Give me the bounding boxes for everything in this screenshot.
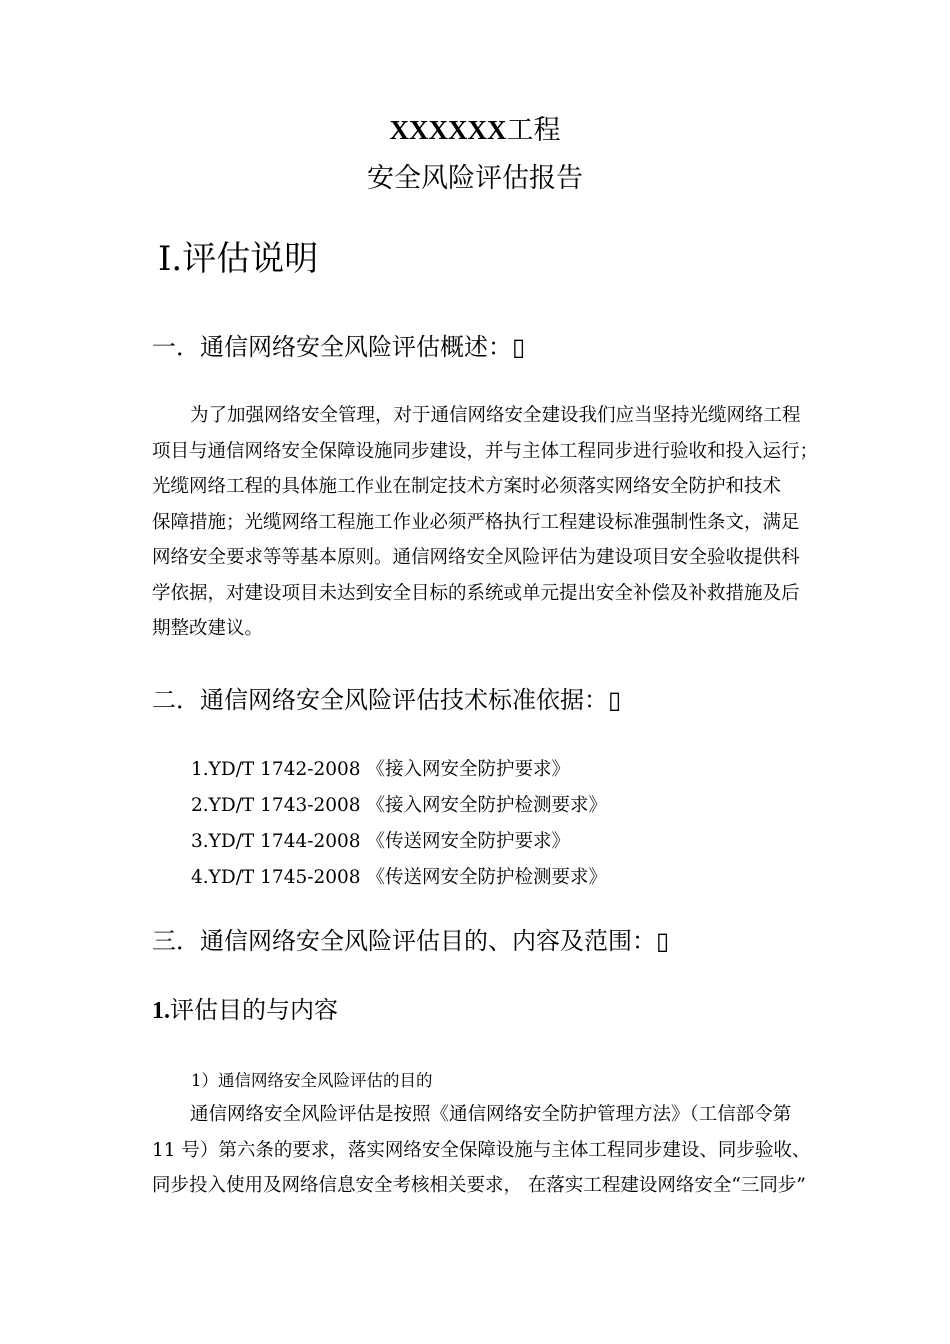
section-heading-1: 一．通信网络安全风险评估概述：▯ — [152, 333, 526, 361]
list-item-heading: 1）通信网络安全风险评估的目的 — [191, 1071, 433, 1090]
paragraph-line: 为了加强网络安全管理，对于通信网络安全建设我们应当坚持光缆网络工程 — [190, 405, 801, 426]
section-heading-2: 二．通信网络安全风险评估技术标准依据：▯ — [152, 686, 622, 714]
list-item: 4.YD/T 1745-2008 《传送网安全防护检测要求》 — [191, 867, 607, 888]
paragraph-line: 通信网络安全风险评估是按照《通信网络安全防护管理方法》（工信部令第 — [190, 1104, 792, 1125]
document-title — [0, 112, 950, 149]
standards-list — [191, 752, 607, 896]
project-name: XXXXXX — [389, 115, 507, 145]
subsection-title: 评估目的与内容 — [170, 996, 338, 1024]
list-item: 2.YD/T 1743-2008 《接入网安全防护检测要求》 — [191, 795, 607, 816]
subsection-heading — [152, 994, 338, 1027]
paragraph-line: 项目与通信网络安全保障设施同步建设，并与主体工程同步进行验收和投入运行； — [152, 440, 819, 462]
paragraph-line: 学依据，对建设项目未达到安全目标的系统或单元提出安全补偿及补救措施及后 — [152, 582, 800, 604]
project-suffix: 工程 — [506, 115, 561, 146]
paragraph-line: 同步投入使用及网络信息安全考核相关要求， 在落实工程建设网络安全“三同步” — [152, 1175, 806, 1196]
section-3-paragraph — [152, 1097, 832, 1204]
list-item: 1.YD/T 1742-2008 《接入网安全防护要求》 — [191, 759, 570, 780]
paragraph-line: 网络安全要求等等基本原则。通信网络安全风险评估为建设项目安全验收提供科 — [152, 547, 800, 568]
list-item: 3.YD/T 1744-2008 《传送网安全防护要求》 — [191, 831, 570, 852]
paragraph-line: 期整改建议。 — [152, 618, 264, 639]
subsection-number: 1. — [152, 998, 170, 1024]
section-heading-3: 三．通信网络安全风险评估目的、内容及范围：▯ — [152, 927, 670, 955]
document-subtitle: 安全风险评估报告 — [367, 163, 583, 194]
part-heading: Ⅰ.评估说明 — [158, 239, 319, 279]
section-1-paragraph — [152, 398, 832, 647]
paragraph-line: 11 号）第六条的要求，落实网络安全保障设施与主体工程同步建设、同步验收、 — [152, 1139, 811, 1161]
paragraph-line: 光缆网络工程的具体施工作业在制定技术方案时必须落实网络安全防护和技术 — [152, 476, 782, 497]
paragraph-line: 保障措施；光缆网络工程施工作业必须严格执行工程建设标准强制性条文，满足 — [152, 511, 800, 533]
